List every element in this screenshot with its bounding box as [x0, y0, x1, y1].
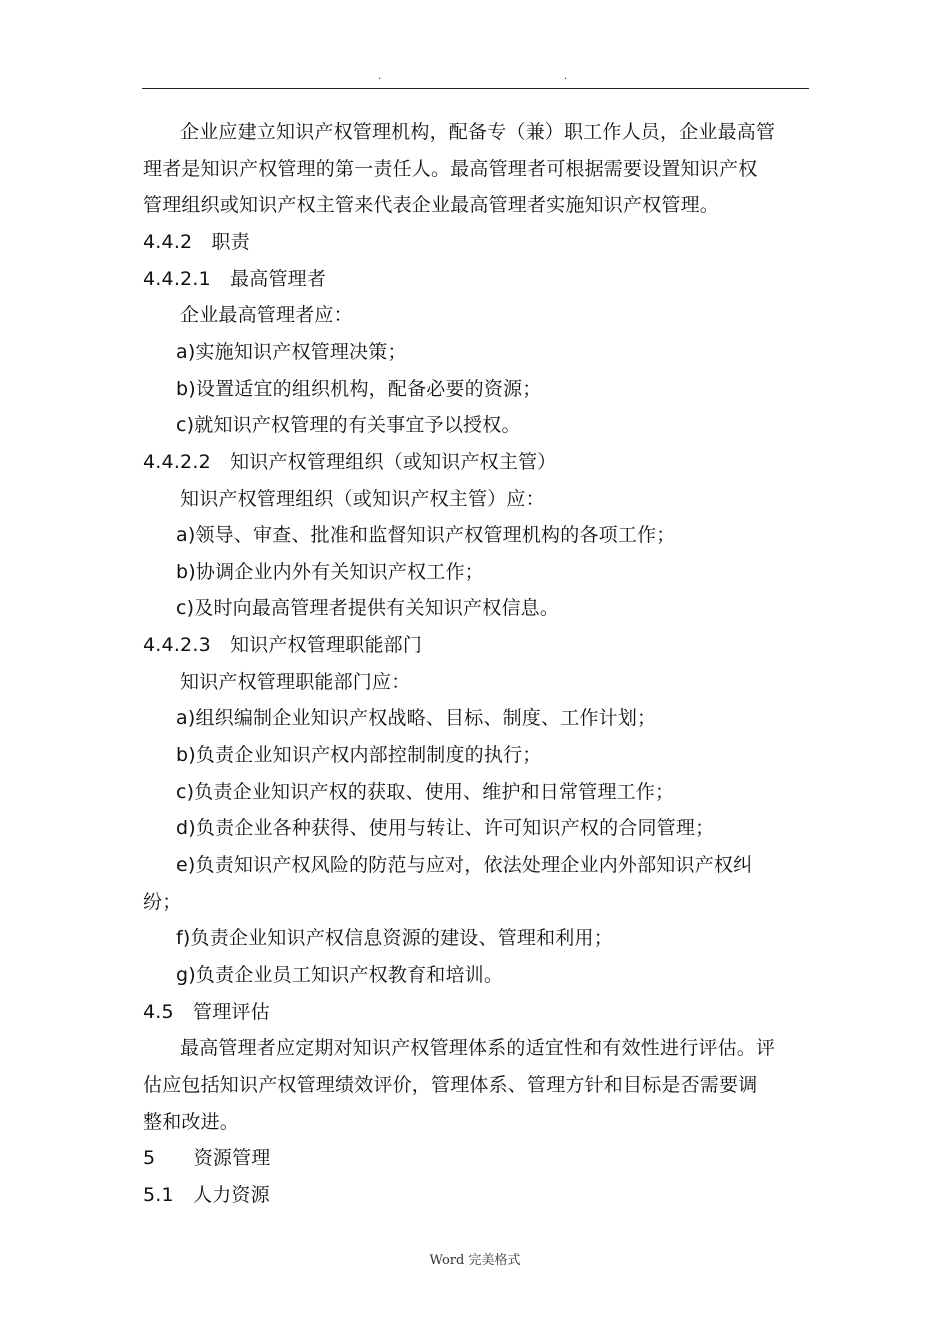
list-item: c)及时向最高管理者提供有关知识产权信息。 — [176, 597, 560, 620]
paragraph-line: 知识产权管理职能部门应： — [180, 670, 411, 693]
section-heading: 5 资源管理 — [143, 1147, 271, 1170]
header-rule — [142, 88, 809, 89]
paragraph-line: 企业最高管理者应： — [180, 304, 353, 327]
list-item: b)设置适宜的组织机构，配备必要的资源； — [176, 377, 542, 400]
paragraph-line: 纷； — [143, 890, 182, 913]
section-heading: 4.5 管理评估 — [143, 1000, 270, 1023]
list-item: g)负责企业员工知识产权教育和培训。 — [176, 963, 504, 986]
page-footer: Word 完美格式 — [429, 1253, 521, 1268]
paragraph-line: 最高管理者应定期对知识产权管理体系的适宜性和有效性进行评估。评 — [180, 1037, 776, 1060]
paragraph-line: 估应包括知识产权管理绩效评价，管理体系、管理方针和目标是否需要调 — [143, 1073, 758, 1096]
section-heading: 4.4.2.3 知识产权管理职能部门 — [143, 634, 423, 657]
paragraph-line: 知识产权管理组织（或知识产权主管）应： — [180, 487, 545, 510]
section-heading: 4.4.2.2 知识产权管理组织（或知识产权主管） — [143, 450, 557, 473]
paragraph-line: 理者是知识产权管理的第一责任人。最高管理者可根据需要设置知识产权 — [143, 157, 758, 180]
section-heading: 4.4.2 职责 — [143, 230, 250, 253]
header-dot-left: . — [378, 71, 382, 82]
list-item: b)负责企业知识产权内部控制制度的执行； — [176, 744, 542, 767]
header-dot-right: . — [564, 71, 568, 82]
list-item: c)就知识产权管理的有关事宜予以授权。 — [176, 414, 521, 437]
list-item: f)负责企业知识产权信息资源的建设、管理和利用； — [176, 927, 613, 950]
list-item: c)负责企业知识产权的获取、使用、维护和日常管理工作； — [176, 780, 675, 803]
paragraph-line: 整和改进。 — [143, 1110, 240, 1133]
list-item: b)协调企业内外有关知识产权工作； — [176, 560, 484, 583]
section-heading: 4.4.2.1 最高管理者 — [143, 267, 327, 290]
page-header — [378, 72, 578, 82]
paragraph-line: 企业应建立知识产权管理机构，配备专（兼）职工作人员，企业最高管 — [180, 121, 776, 143]
list-item: a)组织编制企业知识产权战略、目标、制度、工作计划； — [176, 707, 657, 730]
list-item: d)负责企业各种获得、使用与转让、许可知识产权的合同管理； — [176, 817, 715, 840]
list-item: a)实施知识产权管理决策； — [176, 340, 407, 363]
list-item: a)领导、审查、批准和监督知识产权管理机构的各项工作； — [176, 524, 676, 547]
paragraph-line: 管理组织或知识产权主管来代表企业最高管理者实施知识产权管理。 — [143, 194, 720, 217]
list-item: e)负责知识产权风险的防范与应对，依法处理企业内外部知识产权纠 — [176, 854, 753, 876]
section-heading: 5.1 人力资源 — [143, 1183, 270, 1206]
